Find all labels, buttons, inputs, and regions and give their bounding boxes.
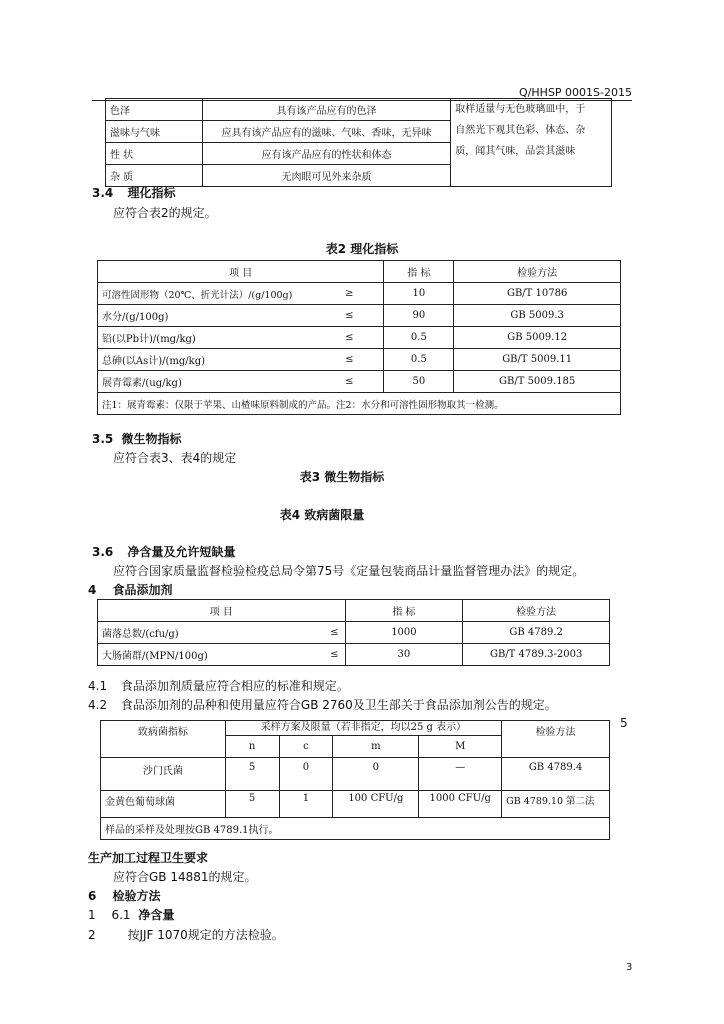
section-3-4-body: 应符合表2的规定。	[113, 206, 217, 220]
column-header: 项 目	[98, 600, 346, 622]
table-row	[98, 371, 621, 393]
table-header-row	[98, 600, 610, 622]
item-cell: 菌落总数/(cfu/g)	[98, 622, 278, 644]
section-body: 食品添加剂质量应符合相应的标准和规定。	[120, 679, 349, 693]
method-cell: GB/T 5009.185	[454, 371, 621, 393]
subheader-M: M	[419, 736, 502, 758]
table-row	[98, 644, 610, 666]
side-number: 5	[620, 716, 628, 730]
sensory-item: 滋味与气味	[106, 121, 203, 143]
m-cell: 0	[333, 758, 419, 791]
list-number: 1	[88, 908, 96, 922]
table-row	[98, 327, 621, 349]
value-cell: 0.5	[384, 327, 454, 349]
table-note: 注1：展青霉素：仅限于苹果、山楂味原料制成的产品。注2：水分和可溶性固形物取其一检测。	[98, 393, 621, 415]
subheader-n: n	[225, 736, 279, 758]
section-number: 3.4	[92, 186, 114, 200]
sensory-requirement: 无肉眼可见外来杂质	[202, 165, 450, 187]
page-number: 3	[626, 962, 633, 973]
column-header: 检验方法	[502, 721, 610, 758]
operator-cell: ≤	[277, 644, 345, 666]
section-body: 食品添加剂的品种和使用量应符合GB 2760及卫生部关于食品添加剂公告的规定。	[120, 698, 557, 712]
column-header: 检验方法	[463, 600, 610, 622]
method-cell: GB 4789.4	[502, 758, 610, 791]
column-header: 指 标	[345, 600, 463, 622]
column-header: 指 标	[384, 261, 454, 283]
column-header: 项 目	[98, 261, 384, 283]
operator-cell: ≤	[304, 327, 384, 349]
list-number: 2	[88, 928, 96, 942]
n-cell: 5	[225, 758, 279, 791]
sensory-item: 色泽	[106, 99, 203, 121]
M-cell: —	[419, 758, 502, 791]
operator-cell: ≥	[304, 283, 384, 305]
section-body: 按JJF 1070规定的方法检验。	[127, 928, 284, 942]
document-code: Q/HHSP 0001S-2015	[519, 86, 632, 99]
table-note: 样品的采样及处理按GB 4789.1执行。	[101, 818, 610, 840]
sensory-method-line: 自然光下观其色彩、体态、杂	[455, 125, 586, 136]
section-number: 6.1	[111, 908, 131, 922]
pathogen-name: 金黄色葡萄球菌	[101, 791, 226, 818]
section-4-2	[88, 696, 557, 713]
section-3-4-heading	[92, 184, 175, 201]
section-number: 4	[88, 583, 97, 597]
value-cell: 30	[345, 644, 463, 666]
method-cell: GB/T 10786	[454, 283, 621, 305]
method-cell: GB 4789.2	[463, 622, 610, 644]
section-title: 检验方法	[112, 889, 161, 903]
method-cell: GB/T 4789.3-2003	[463, 644, 610, 666]
section-title: 食品添加剂	[112, 583, 173, 597]
n-cell: 5	[225, 791, 279, 818]
section-title: 净含量	[138, 908, 175, 922]
value-cell: 10	[384, 283, 454, 305]
section-title: 理化指标	[127, 186, 176, 200]
section-number: 6	[88, 889, 97, 903]
section-number: 3.5	[92, 432, 114, 446]
table-note-row	[101, 818, 610, 840]
table-header-row	[98, 261, 621, 283]
method-cell: GB 5009.12	[454, 327, 621, 349]
section-4-heading	[88, 581, 173, 598]
section-title: 净含量及允许短缺量	[127, 545, 236, 559]
section-6-1-heading	[88, 906, 174, 923]
table-row	[101, 758, 610, 791]
table2-caption: 表2 理化指标	[325, 242, 399, 256]
table4-caption: 表4 致病菌限量	[279, 508, 365, 522]
operator-cell: ≤	[304, 305, 384, 327]
pathogen-name: 沙门氏菌	[101, 758, 226, 791]
section-title: 微生物指标	[121, 432, 182, 446]
item-cell: 展青霉素/(ug/kg)	[98, 371, 305, 393]
table-row	[98, 622, 610, 644]
table-note-row	[98, 393, 621, 415]
table-row	[98, 305, 621, 327]
operator-cell: ≤	[304, 371, 384, 393]
sensory-table	[105, 98, 612, 187]
M-cell: 1000 CFU/g	[419, 791, 502, 818]
value-cell: 90	[384, 305, 454, 327]
table-row	[98, 283, 621, 305]
section-3-6-body: 应符合国家质量监督检验检疫总局令第75号《定量包装商品计量监督管理办法》的规定。	[113, 564, 585, 578]
hygiene-heading: 生产加工过程卫生要求	[88, 851, 209, 865]
sensory-requirement: 应有该产品应有的性状和体态	[202, 143, 450, 165]
item-cell: 铅(以Pb计)/(mg/kg)	[98, 327, 305, 349]
table-row	[98, 349, 621, 371]
item-cell: 大肠菌群/(MPN/100g)	[98, 644, 278, 666]
subheader-c: c	[279, 736, 333, 758]
table3-caption: 表3 微生物指标	[299, 470, 385, 484]
section-6-heading	[88, 887, 161, 904]
item-cell: 水分/(g/100g)	[98, 305, 305, 327]
column-header: 致病菌指标	[101, 721, 226, 758]
subheader-m: m	[333, 736, 419, 758]
sensory-item: 性 状	[106, 143, 203, 165]
method-cell: GB 5009.3	[454, 305, 621, 327]
operator-cell: ≤	[277, 622, 345, 644]
method-cell: GB 4789.10 第二法	[502, 791, 610, 818]
sensory-method	[451, 99, 612, 187]
hygiene-body: 应符合GB 14881的规定。	[113, 870, 257, 884]
table-row	[106, 99, 612, 121]
value-cell: 0.5	[384, 349, 454, 371]
value-cell: 1000	[345, 622, 463, 644]
sensory-requirement: 具有该产品应有的色泽	[202, 99, 450, 121]
sensory-method-line: 质，闻其气味，品尝其滋味	[455, 146, 576, 157]
c-cell: 1	[279, 791, 333, 818]
table-row	[101, 791, 610, 818]
sensory-item: 杂 质	[106, 165, 203, 187]
c-cell: 0	[279, 758, 333, 791]
item-cell: 总砷(以As计)/(mg/kg)	[98, 349, 305, 371]
section-number: 4.1	[88, 679, 108, 693]
pathogen-table	[100, 720, 610, 840]
section-3-6-heading	[92, 543, 235, 560]
micro-table	[97, 599, 610, 666]
section-3-5-body: 应符合表3、表4的规定	[113, 451, 237, 465]
item-cell: 可溶性固形物（20℃、折光计法）/(g/100g)	[98, 283, 305, 305]
section-3-5-heading	[92, 430, 181, 447]
section-4-1	[88, 677, 349, 694]
value-cell: 50	[384, 371, 454, 393]
table2	[97, 260, 621, 415]
sensory-requirement: 应具有该产品应有的滋味、气味、香味，无异味	[202, 121, 450, 143]
operator-cell: ≤	[304, 349, 384, 371]
table-header-row	[101, 721, 610, 736]
section-number: 3.6	[92, 545, 114, 559]
column-header: 检验方法	[454, 261, 621, 283]
m-cell: 100 CFU/g	[333, 791, 419, 818]
section-6-1-body	[88, 926, 284, 943]
method-cell: GB/T 5009.11	[454, 349, 621, 371]
column-header: 采样方案及限量（若非指定，均以25 g 表示）	[225, 721, 501, 736]
section-number: 4.2	[88, 698, 108, 712]
sensory-method-line: 取样适量与无色玻璃皿中，于	[455, 104, 586, 115]
